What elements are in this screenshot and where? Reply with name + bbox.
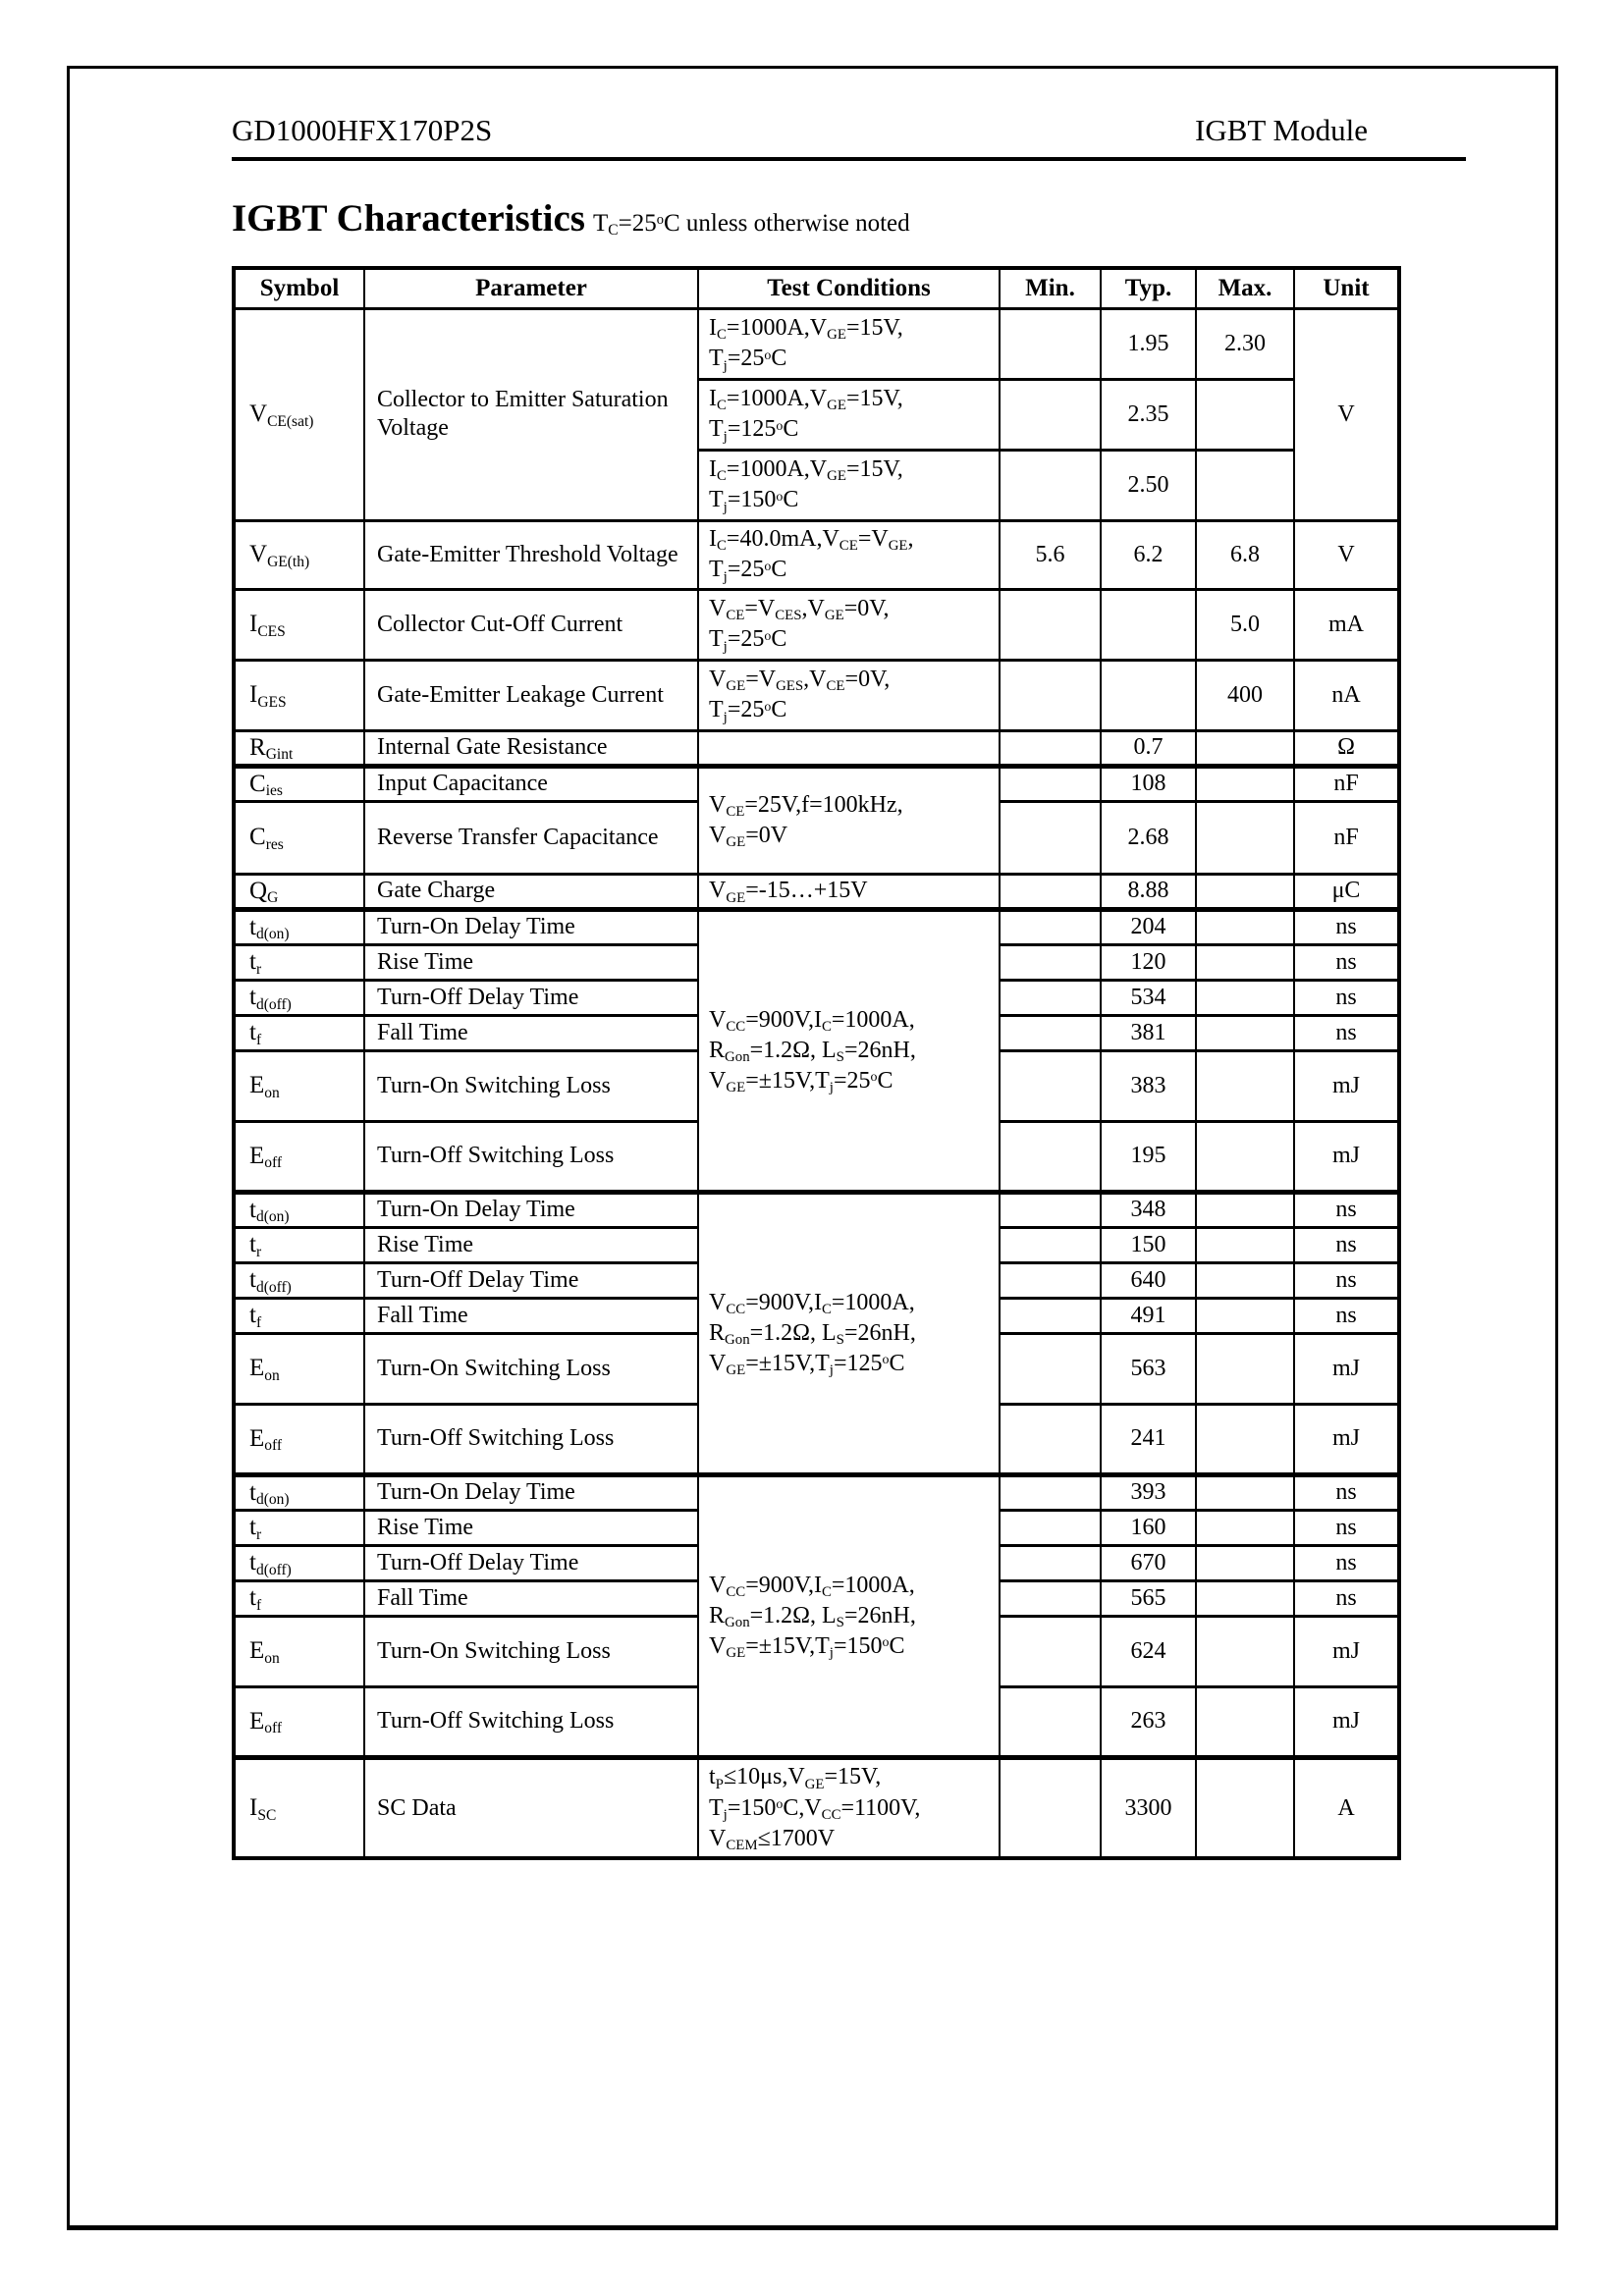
cell-unit: ns — [1294, 1015, 1399, 1050]
cell-min — [1000, 1757, 1101, 1858]
cell-symbol: $E_{off}$ — [234, 1121, 364, 1192]
cell-max — [1196, 944, 1294, 980]
cell-parameter: Fall Time — [364, 1298, 698, 1333]
cell-conditions: $V_{CE}=25V,f=100kHz$, $V_{GE}=0V$ — [698, 766, 1000, 874]
cell-symbol: $t_f$ — [234, 1015, 364, 1050]
cell-min — [1000, 1298, 1101, 1333]
cell-parameter: Turn-On Delay Time — [364, 909, 698, 944]
cell-min — [1000, 1404, 1101, 1474]
cell-typ: 565 — [1101, 1580, 1196, 1616]
cell-symbol: $I_{SC}$ — [234, 1757, 364, 1858]
cell-max — [1196, 801, 1294, 874]
table-body — [234, 308, 1399, 1858]
cell-symbol: $t_{d(off)}$ — [234, 980, 364, 1015]
cell-unit: ns — [1294, 944, 1399, 980]
cell-typ: 563 — [1101, 1333, 1196, 1404]
header-rule — [232, 157, 1466, 161]
document-header — [232, 69, 1466, 147]
cell-typ: 263 — [1101, 1686, 1196, 1757]
cell-conditions: $I_C=1000A,V_{GE}=15V$, $T_j=125^oC$ — [698, 379, 1000, 450]
cell-typ — [1101, 660, 1196, 730]
cell-conditions: $I_C=1000A,V_{GE}=15V$, $T_j=150^oC$ — [698, 450, 1000, 520]
cell-symbol: $t_r$ — [234, 1510, 364, 1545]
module-type: IGBT Module — [1195, 113, 1368, 147]
page-border — [67, 66, 1558, 2230]
cell-min — [1000, 766, 1101, 801]
cell-symbol: $t_{d(on)}$ — [234, 1474, 364, 1510]
cell-max — [1196, 1757, 1294, 1858]
cell-max — [1196, 1616, 1294, 1686]
cell-conditions: $I_C=40.0mA,V_{CE}=V_{GE}$, $T_j=25^oC$ — [698, 520, 1000, 589]
cell-unit: ns — [1294, 1192, 1399, 1227]
cell-max: 6.8 — [1196, 520, 1294, 589]
cell-symbol: $R_{Gint}$ — [234, 730, 364, 766]
cell-min — [1000, 980, 1101, 1015]
cell-symbol: $t_{d(on)}$ — [234, 909, 364, 944]
cell-parameter: Turn-On Delay Time — [364, 1192, 698, 1227]
cell-max — [1196, 1121, 1294, 1192]
cell-symbol: $C_{ies}$ — [234, 766, 364, 801]
cell-symbol: $E_{off}$ — [234, 1686, 364, 1757]
cell-typ: 3300 — [1101, 1757, 1196, 1858]
cell-typ: 393 — [1101, 1474, 1196, 1510]
cell-typ: 195 — [1101, 1121, 1196, 1192]
cell-parameter: Turn-On Switching Loss — [364, 1333, 698, 1404]
cell-min — [1000, 1192, 1101, 1227]
cell-min — [1000, 450, 1101, 520]
cell-unit: ns — [1294, 1298, 1399, 1333]
cell-conditions: $V_{CC}=900V,I_C=1000A$, $R_{Gon}=1.2\Omega$, $L_S=26nH$, $V_{GE}=\pm 15V,T_j=125^oC$ — [698, 1192, 1000, 1474]
cell-unit: mJ — [1294, 1404, 1399, 1474]
cell-typ: 381 — [1101, 1015, 1196, 1050]
cell-parameter: Turn-Off Delay Time — [364, 1545, 698, 1580]
cell-symbol: $C_{res}$ — [234, 801, 364, 874]
section-title-note: $T_C=25^oC$ unless otherwise noted — [593, 210, 910, 240]
cell-symbol: $E_{off}$ — [234, 1404, 364, 1474]
cell-unit: V — [1294, 308, 1399, 520]
cell-max: 400 — [1196, 660, 1294, 730]
cell-conditions: $V_{CC}=900V,I_C=1000A$, $R_{Gon}=1.2\Omega$, $L_S=26nH$, $V_{GE}=\pm 15V,T_j=150^oC$ — [698, 1474, 1000, 1757]
cell-typ: 640 — [1101, 1262, 1196, 1298]
cell-symbol: $Q_G$ — [234, 874, 364, 909]
cell-symbol: $I_{CES}$ — [234, 589, 364, 660]
cell-parameter: Turn-Off Delay Time — [364, 1262, 698, 1298]
cell-parameter: SC Data — [364, 1757, 698, 1858]
cell-max — [1196, 1474, 1294, 1510]
cell-unit: ns — [1294, 909, 1399, 944]
cell-max — [1196, 874, 1294, 909]
cell-parameter: Gate Charge — [364, 874, 698, 909]
cell-parameter: Fall Time — [364, 1015, 698, 1050]
cell-unit: nF — [1294, 766, 1399, 801]
cell-parameter: Rise Time — [364, 1227, 698, 1262]
cell-symbol: $E_{on}$ — [234, 1333, 364, 1404]
cell-unit: mJ — [1294, 1333, 1399, 1404]
cell-unit: nA — [1294, 660, 1399, 730]
product-number: GD1000HFX170P2S — [232, 113, 493, 147]
cell-conditions: $I_C=1000A,V_{GE}=15V$, $T_j=25^oC$ — [698, 308, 1000, 379]
cell-parameter: Rise Time — [364, 1510, 698, 1545]
cell-unit: A — [1294, 1757, 1399, 1858]
cell-typ: 670 — [1101, 1545, 1196, 1580]
cell-parameter: Input Capacitance — [364, 766, 698, 801]
cell-typ: 2.68 — [1101, 801, 1196, 874]
page-content — [232, 69, 1466, 1860]
cell-min: 5.6 — [1000, 520, 1101, 589]
cell-typ: 1.95 — [1101, 308, 1196, 379]
cell-parameter: Gate-Emitter Leakage Current — [364, 660, 698, 730]
cell-symbol: $V_{GE(th)}$ — [234, 520, 364, 589]
cell-unit: ns — [1294, 1227, 1399, 1262]
section-title-text: IGBT Characteristics — [232, 197, 585, 240]
cell-unit: mJ — [1294, 1686, 1399, 1757]
cell-typ: 6.2 — [1101, 520, 1196, 589]
cell-max — [1196, 1227, 1294, 1262]
section-title — [232, 198, 1466, 240]
column-header-min: Min. — [1000, 268, 1101, 309]
cell-symbol: $t_r$ — [234, 1227, 364, 1262]
cell-parameter: Turn-On Switching Loss — [364, 1050, 698, 1121]
cell-typ: 108 — [1101, 766, 1196, 801]
cell-max — [1196, 1686, 1294, 1757]
cell-max — [1196, 1192, 1294, 1227]
cell-min — [1000, 801, 1101, 874]
cell-max — [1196, 1580, 1294, 1616]
cell-unit: ns — [1294, 1262, 1399, 1298]
cell-conditions — [698, 730, 1000, 766]
cell-unit: Ω — [1294, 730, 1399, 766]
cell-max — [1196, 1050, 1294, 1121]
cell-typ: 491 — [1101, 1298, 1196, 1333]
cell-conditions: $t_P\le 10\mu s,V_{GE}=15V$, $T_j=150^oC,V_{CC}=1100V$, $V_{CEM}\le 1700V$ — [698, 1757, 1000, 1858]
cell-min — [1000, 1545, 1101, 1580]
cell-typ: 204 — [1101, 909, 1196, 944]
cell-unit: mJ — [1294, 1121, 1399, 1192]
column-header-unit: Unit — [1294, 268, 1399, 309]
cell-max: 2.30 — [1196, 308, 1294, 379]
column-header-symbol: Symbol — [234, 268, 364, 309]
column-header-max: Max. — [1196, 268, 1294, 309]
cell-unit: ns — [1294, 1474, 1399, 1510]
cell-symbol: $I_{GES}$ — [234, 660, 364, 730]
cell-typ: 120 — [1101, 944, 1196, 980]
cell-max — [1196, 730, 1294, 766]
cell-parameter: Reverse Transfer Capacitance — [364, 801, 698, 874]
cell-max — [1196, 1298, 1294, 1333]
cell-min — [1000, 944, 1101, 980]
cell-min — [1000, 1262, 1101, 1298]
cell-max — [1196, 1404, 1294, 1474]
cell-min — [1000, 660, 1101, 730]
cell-symbol: $t_{d(off)}$ — [234, 1262, 364, 1298]
cell-max: 5.0 — [1196, 589, 1294, 660]
cell-conditions: $V_{GE}=-15\dots+15V$ — [698, 874, 1000, 909]
cell-min — [1000, 1227, 1101, 1262]
cell-unit: V — [1294, 520, 1399, 589]
cell-unit: ns — [1294, 1510, 1399, 1545]
cell-typ: 2.50 — [1101, 450, 1196, 520]
cell-parameter: Collector Cut-Off Current — [364, 589, 698, 660]
cell-conditions: $V_{CC}=900V,I_C=1000A$, $R_{Gon}=1.2\Omega$, $L_S=26nH$, $V_{GE}=\pm 15V,T_j=25^oC$ — [698, 909, 1000, 1192]
cell-conditions: $V_{CE}=V_{CES},V_{GE}=0V$, $T_j=25^oC$ — [698, 589, 1000, 660]
cell-max — [1196, 909, 1294, 944]
cell-symbol: $t_{d(off)}$ — [234, 1545, 364, 1580]
cell-min — [1000, 589, 1101, 660]
cell-symbol: $V_{CE(sat)}$ — [234, 308, 364, 520]
cell-unit: mJ — [1294, 1050, 1399, 1121]
cell-typ: 241 — [1101, 1404, 1196, 1474]
cell-min — [1000, 1474, 1101, 1510]
cell-unit: nF — [1294, 801, 1399, 874]
cell-symbol: $t_f$ — [234, 1580, 364, 1616]
cell-typ: 150 — [1101, 1227, 1196, 1262]
cell-parameter: Turn-Off Switching Loss — [364, 1686, 698, 1757]
cell-parameter: Gate-Emitter Threshold Voltage — [364, 520, 698, 589]
cell-min — [1000, 874, 1101, 909]
cell-parameter: Collector to Emitter Saturation Voltage — [364, 308, 698, 520]
cell-min — [1000, 1015, 1101, 1050]
cell-typ: 0.7 — [1101, 730, 1196, 766]
cell-max — [1196, 1333, 1294, 1404]
column-header-parameter: Parameter — [364, 268, 698, 309]
cell-min — [1000, 1510, 1101, 1545]
cell-conditions: $V_{GE}=V_{GES},V_{CE}=0V$, $T_j=25^oC$ — [698, 660, 1000, 730]
cell-typ: 8.88 — [1101, 874, 1196, 909]
characteristics-table — [232, 266, 1401, 1861]
cell-max — [1196, 980, 1294, 1015]
cell-typ: 348 — [1101, 1192, 1196, 1227]
cell-parameter: Turn-Off Delay Time — [364, 980, 698, 1015]
cell-min — [1000, 1121, 1101, 1192]
cell-typ: 624 — [1101, 1616, 1196, 1686]
cell-min — [1000, 1686, 1101, 1757]
cell-min — [1000, 1616, 1101, 1686]
cell-min — [1000, 909, 1101, 944]
cell-max — [1196, 766, 1294, 801]
cell-symbol: $t_{d(on)}$ — [234, 1192, 364, 1227]
cell-min — [1000, 730, 1101, 766]
cell-max — [1196, 1262, 1294, 1298]
cell-symbol: $t_r$ — [234, 944, 364, 980]
cell-parameter: Fall Time — [364, 1580, 698, 1616]
cell-min — [1000, 1580, 1101, 1616]
column-header-typ: Typ. — [1101, 268, 1196, 309]
cell-max — [1196, 450, 1294, 520]
cell-typ: 383 — [1101, 1050, 1196, 1121]
cell-unit: ns — [1294, 1580, 1399, 1616]
cell-symbol: $t_f$ — [234, 1298, 364, 1333]
cell-parameter: Rise Time — [364, 944, 698, 980]
cell-min — [1000, 308, 1101, 379]
column-header-conditions: Test Conditions — [698, 268, 1000, 309]
cell-parameter: Turn-On Switching Loss — [364, 1616, 698, 1686]
cell-symbol: $E_{on}$ — [234, 1050, 364, 1121]
cell-parameter: Internal Gate Resistance — [364, 730, 698, 766]
cell-parameter: Turn-Off Switching Loss — [364, 1121, 698, 1192]
cell-parameter: Turn-On Delay Time — [364, 1474, 698, 1510]
cell-typ: 2.35 — [1101, 379, 1196, 450]
cell-max — [1196, 1545, 1294, 1580]
cell-min — [1000, 379, 1101, 450]
table-header-row — [234, 268, 1399, 309]
cell-unit: ns — [1294, 1545, 1399, 1580]
cell-max — [1196, 1015, 1294, 1050]
cell-unit: mA — [1294, 589, 1399, 660]
cell-min — [1000, 1050, 1101, 1121]
cell-typ: 160 — [1101, 1510, 1196, 1545]
cell-max — [1196, 1510, 1294, 1545]
cell-typ — [1101, 589, 1196, 660]
cell-max — [1196, 379, 1294, 450]
cell-typ: 534 — [1101, 980, 1196, 1015]
cell-min — [1000, 1333, 1101, 1404]
cell-unit: ns — [1294, 980, 1399, 1015]
cell-symbol: $E_{on}$ — [234, 1616, 364, 1686]
cell-unit: mJ — [1294, 1616, 1399, 1686]
cell-unit: μC — [1294, 874, 1399, 909]
cell-parameter: Turn-Off Switching Loss — [364, 1404, 698, 1474]
